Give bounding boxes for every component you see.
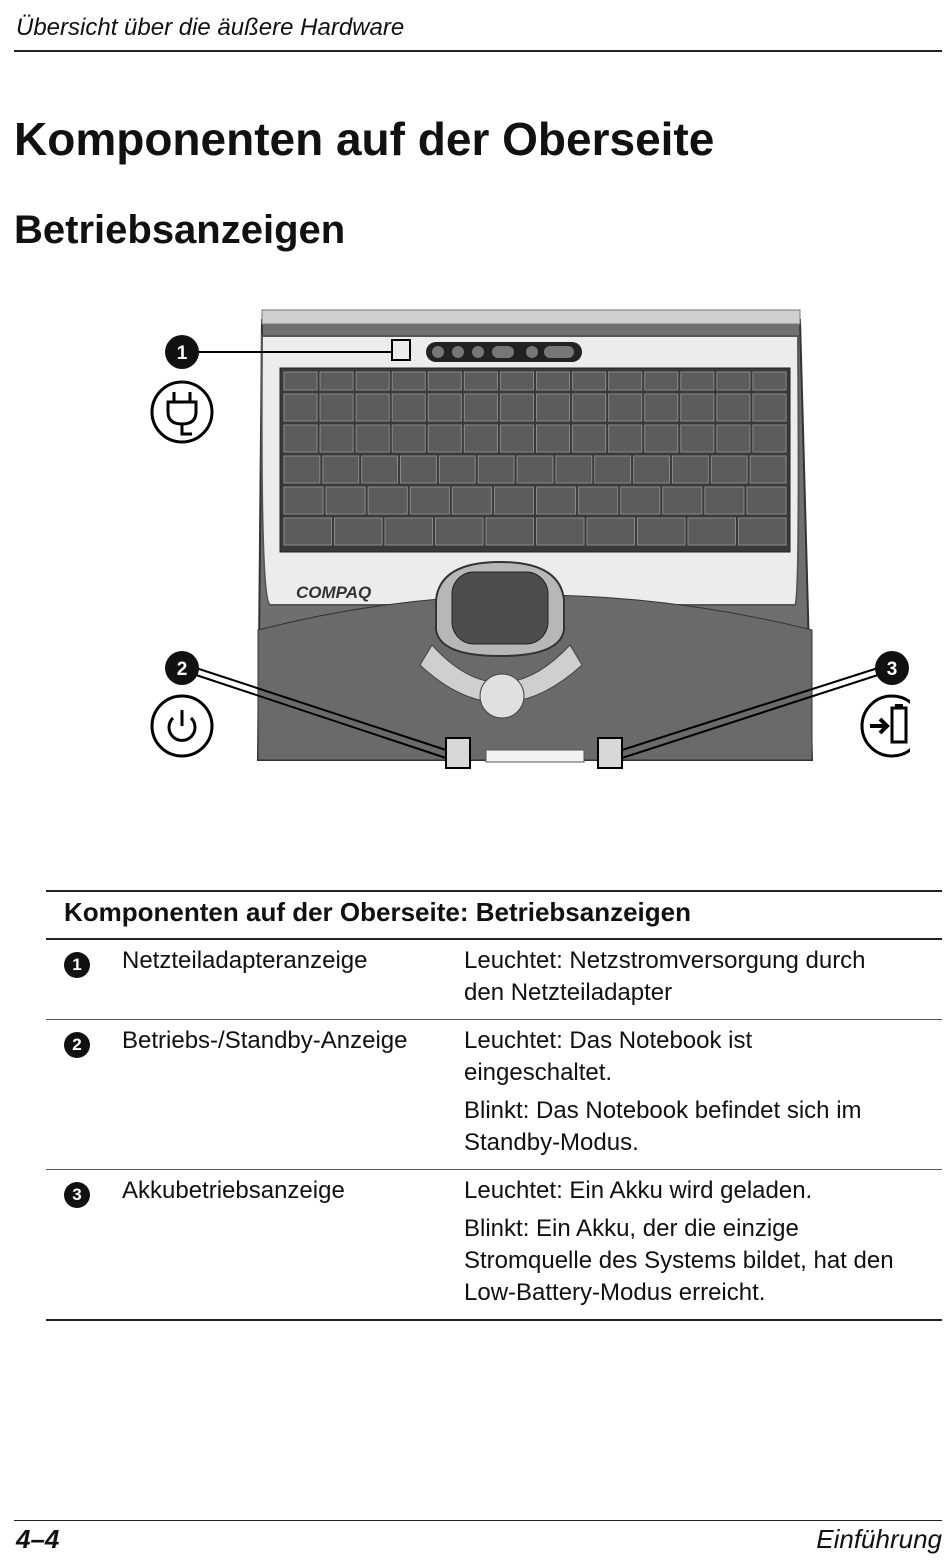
header-rule <box>14 50 942 52</box>
keyboard-key <box>753 425 786 452</box>
keyboard-key <box>323 456 359 483</box>
keyboard-key <box>573 394 606 421</box>
keyboard-key <box>284 456 320 483</box>
keyboard-key <box>621 487 660 514</box>
keyboard-key <box>681 372 714 390</box>
hinge <box>262 310 800 324</box>
touchpad <box>452 572 548 644</box>
latch <box>486 750 584 762</box>
component-description <box>464 1020 942 1169</box>
callout-3 <box>862 651 910 756</box>
keyboard-key <box>428 372 461 390</box>
keyboard-key <box>747 487 786 514</box>
keyboard-key <box>320 425 353 452</box>
keyboard-key <box>579 487 618 514</box>
keyboard-key <box>609 372 642 390</box>
keyboard-key <box>500 425 533 452</box>
component-name: Akkubetriebsanzeige <box>122 1177 345 1204</box>
keyboard-key <box>681 425 714 452</box>
keyboard-key <box>645 372 678 390</box>
keyboard-key <box>672 456 708 483</box>
keyboard-key <box>500 372 533 390</box>
keyboard-key <box>335 518 383 545</box>
keyboard-key <box>439 456 475 483</box>
keyboard-key <box>717 394 750 421</box>
keyboard-key <box>753 372 786 390</box>
keyboard-key <box>428 394 461 421</box>
keyboard-key <box>486 518 534 545</box>
footer-rule <box>14 1520 942 1521</box>
table-title: Komponenten auf der Oberseite: Betriebsanzeigen <box>46 892 942 940</box>
keyboard-key <box>464 372 497 390</box>
keyboard-key <box>356 372 389 390</box>
row-marker: 1 <box>64 952 90 978</box>
keyboard-key <box>356 394 389 421</box>
callout-2 <box>152 651 212 756</box>
description-line: Leuchtet: Ein Akku wird geladen. <box>464 1177 813 1204</box>
keyboard-key <box>573 425 606 452</box>
keyboard-key <box>681 394 714 421</box>
table-row <box>46 1020 942 1170</box>
svg-text:2: 2 <box>176 659 188 680</box>
keyboard-key <box>428 425 461 452</box>
component-description <box>464 1170 942 1319</box>
keyboard-key <box>609 394 642 421</box>
keyboard-key <box>320 372 353 390</box>
keyboard-key <box>385 518 433 545</box>
keyboard-key <box>705 487 744 514</box>
page-title: Komponenten auf der Oberseite <box>14 113 715 165</box>
keyboard-key <box>464 394 497 421</box>
description-line: Leuchtet: Das Notebook ist eingeschaltet. <box>464 1027 753 1086</box>
keyboard-key <box>634 456 670 483</box>
keyboard-key <box>717 372 750 390</box>
keyboard-key <box>284 372 317 390</box>
svg-text:1: 1 <box>176 343 188 364</box>
table-row <box>46 1170 942 1321</box>
keyboard-key <box>392 394 425 421</box>
keyboard-key <box>500 394 533 421</box>
keyboard-key <box>401 456 437 483</box>
keyboard-key <box>284 425 317 452</box>
keyboard-key <box>537 518 585 545</box>
keyboard-key <box>326 487 365 514</box>
keyboard-key <box>478 456 514 483</box>
keyboard-key <box>573 372 606 390</box>
keyboard-key <box>688 518 736 545</box>
description-line: Blinkt: Ein Akku, der die einzige Stromquelle des Systems bildet, hat den Low-Battery-Modus erreicht. <box>464 1215 894 1306</box>
pointing-stick-button <box>480 674 524 718</box>
brand-logo: COMPAQ <box>296 583 372 602</box>
keyboard-key <box>537 487 576 514</box>
keyboard-key <box>587 518 635 545</box>
power-light-box <box>446 738 470 768</box>
keyboard-key <box>609 425 642 452</box>
keyboard-key <box>436 518 484 545</box>
table-row <box>46 940 942 1020</box>
keyboard-key <box>452 487 491 514</box>
component-description <box>464 940 942 1019</box>
battery-light-box <box>598 738 622 768</box>
keyboard-key <box>284 394 317 421</box>
keyboard-key <box>494 487 533 514</box>
notebook-top-illustration <box>140 300 910 810</box>
keyboard-key <box>645 394 678 421</box>
row-marker: 3 <box>64 1182 90 1208</box>
keyboard-key <box>750 456 786 483</box>
page-number: 4–4 <box>16 1524 60 1554</box>
keyboard-key <box>356 425 389 452</box>
keyboard-key <box>320 394 353 421</box>
keyboard-key <box>362 456 398 483</box>
section-title: Betriebsanzeigen <box>14 208 346 252</box>
keyboard-key <box>595 456 631 483</box>
keyboard-key <box>537 394 570 421</box>
keyboard-key <box>517 456 553 483</box>
keyboard-key <box>717 425 750 452</box>
component-name: Betriebs-/Standby-Anzeige <box>122 1027 408 1054</box>
keyboard-key <box>368 487 407 514</box>
keyboard-key <box>556 456 592 483</box>
row-marker: 2 <box>64 1032 90 1058</box>
description-line: Leuchtet: Netzstromversorgung durch den Netzteiladapter <box>464 947 866 1006</box>
keyboard-key <box>392 372 425 390</box>
keyboard-key <box>284 518 332 545</box>
component-name: Netzteiladapteranzeige <box>122 947 368 974</box>
keyboard-key <box>284 487 323 514</box>
keyboard-key <box>392 425 425 452</box>
keyboard-key <box>537 425 570 452</box>
components-table <box>46 890 942 1321</box>
keyboard-key <box>711 456 747 483</box>
keyboard-key <box>410 487 449 514</box>
keyboard-key <box>464 425 497 452</box>
keyboard-key <box>645 425 678 452</box>
svg-text:3: 3 <box>886 659 898 680</box>
keyboard-key <box>537 372 570 390</box>
keyboard-key <box>739 518 787 545</box>
description-line: Blinkt: Das Notebook befindet sich im Standby-Modus. <box>464 1097 862 1156</box>
keyboard-key <box>753 394 786 421</box>
chapter-name: Einführung <box>816 1524 942 1554</box>
keyboard-key <box>638 518 686 545</box>
keyboard-key <box>663 487 702 514</box>
running-head: Übersicht über die äußere Hardware <box>16 14 405 41</box>
